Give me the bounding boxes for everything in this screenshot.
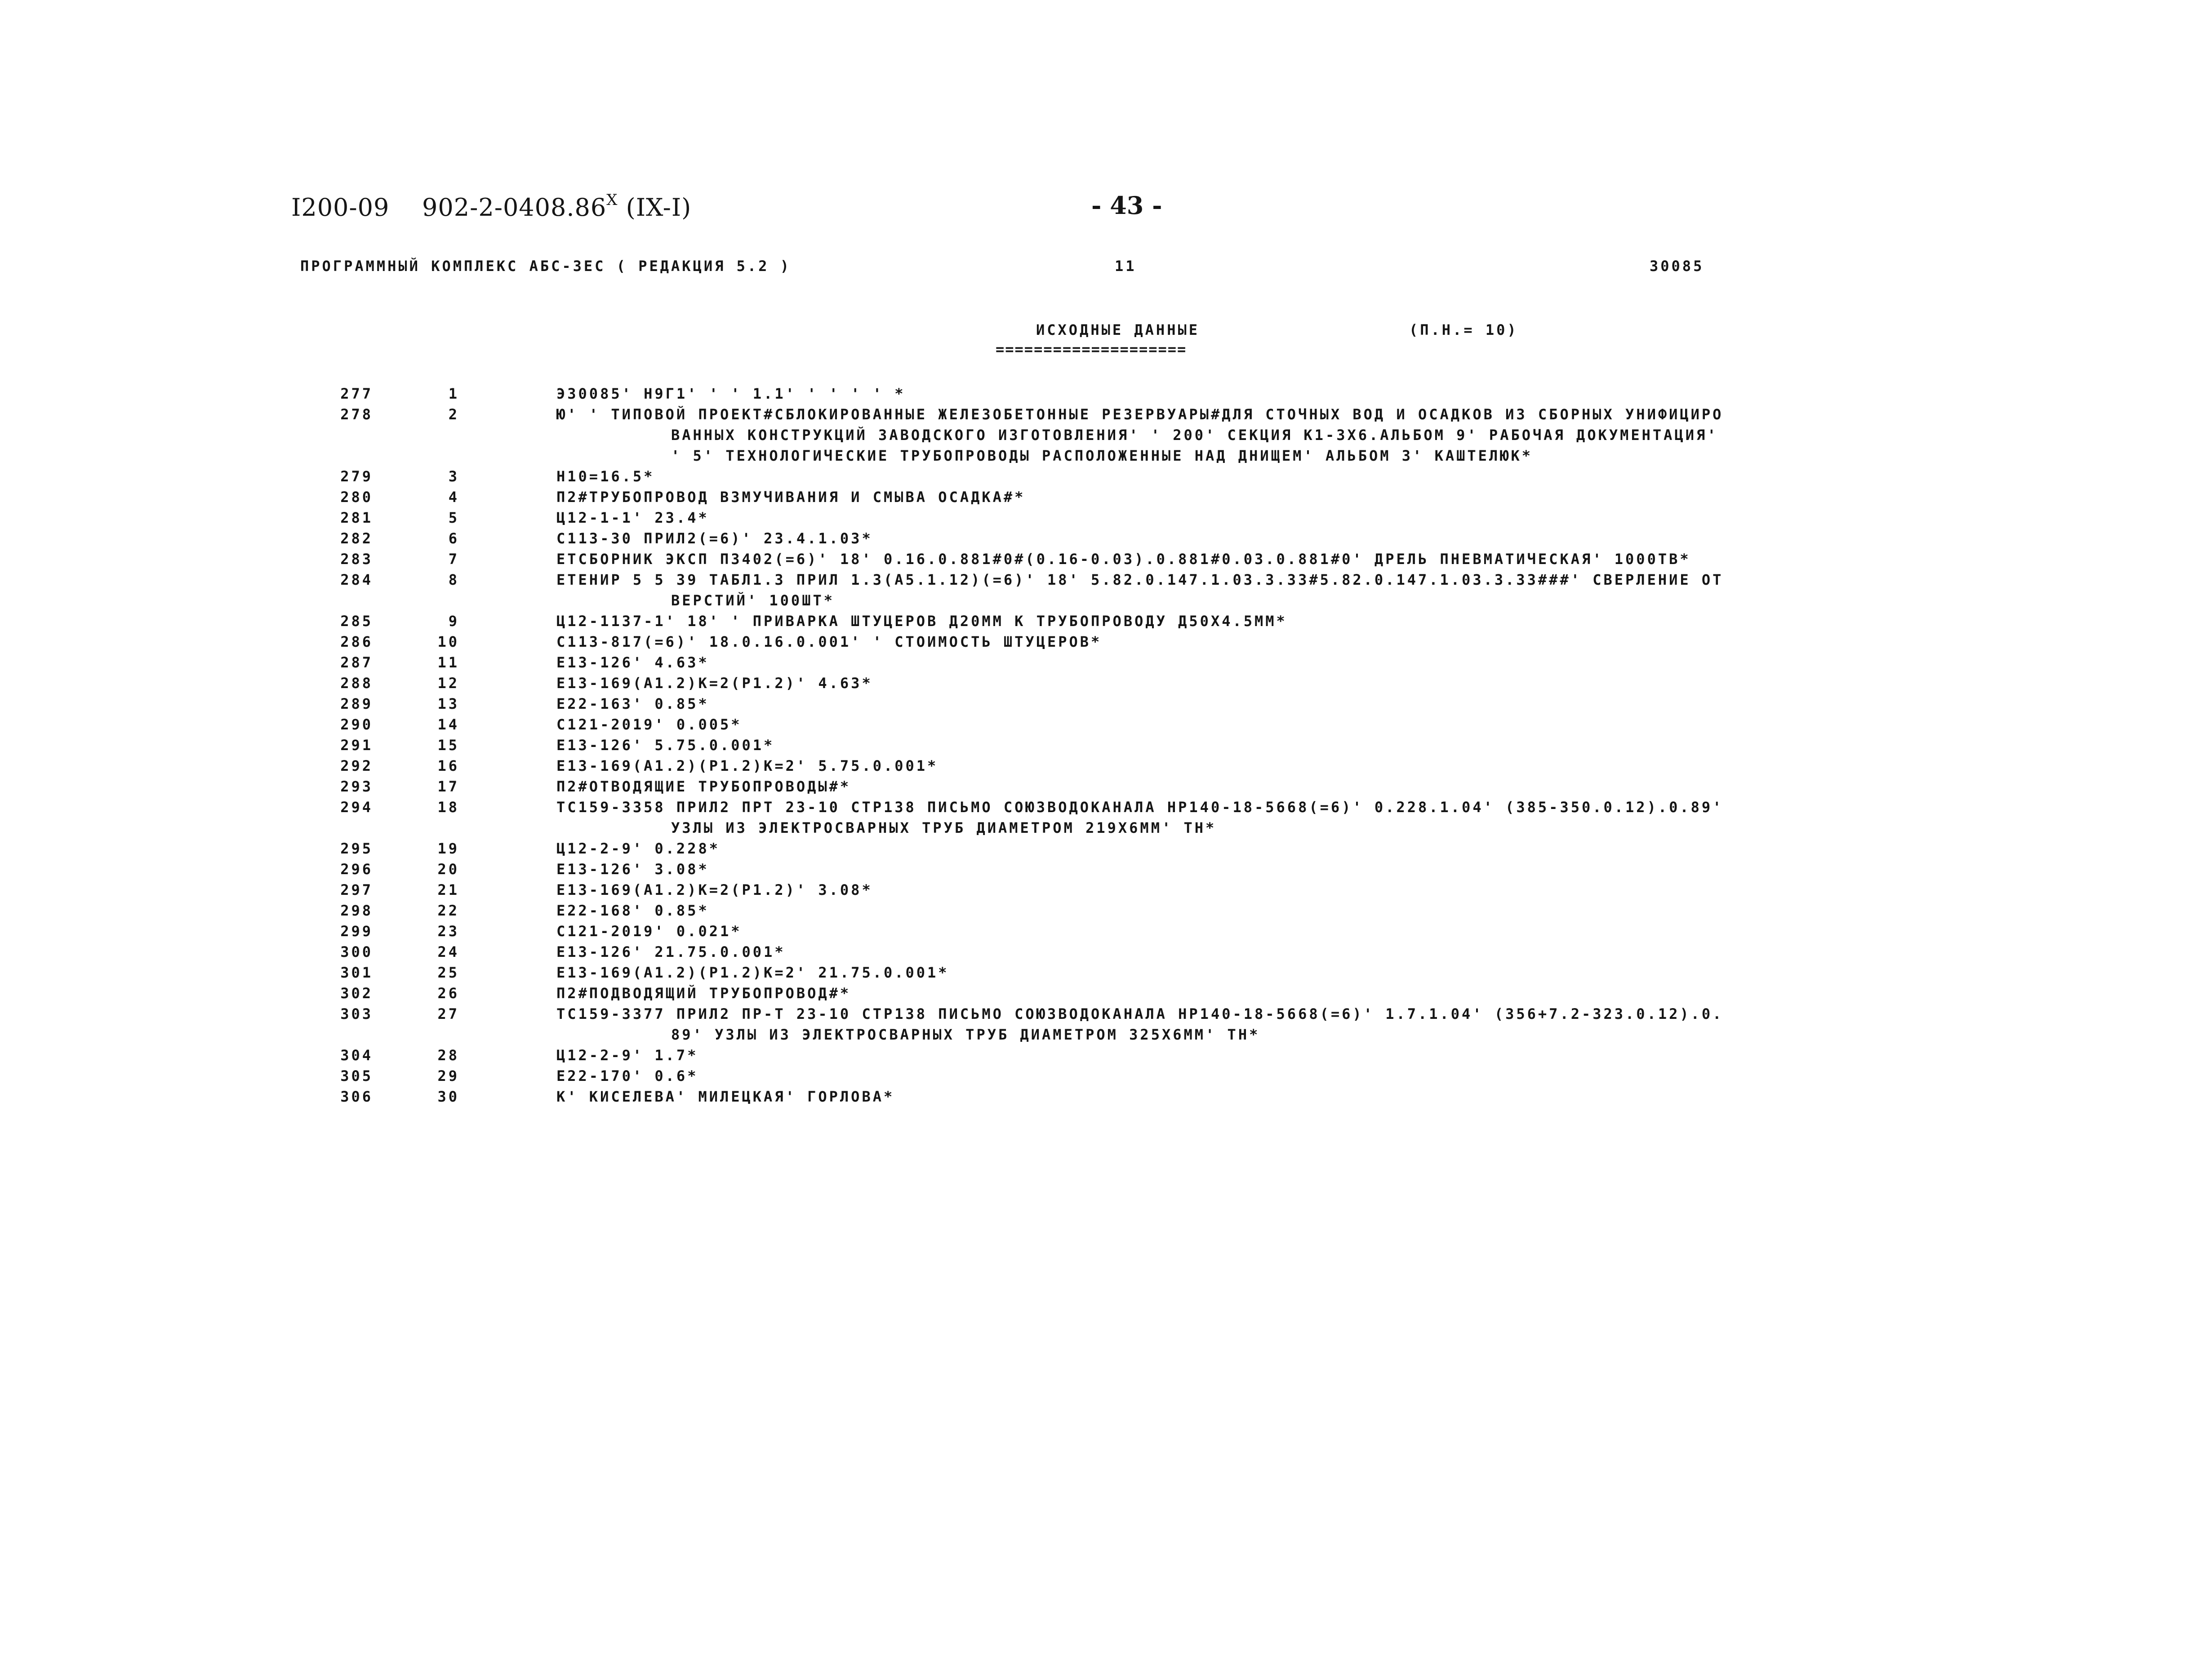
listing-row [0,714,2193,735]
row-sequence-number: 296 [340,861,373,878]
listing-row [0,404,2193,466]
row-text [556,735,774,756]
row-text [556,652,709,673]
row-sequence-number: 305 [340,1067,373,1084]
row-text-line: Н10=16.5* [556,468,655,485]
row-text [556,714,742,735]
row-text [556,880,873,900]
row-item-number: 11 [437,654,459,671]
row-item-number: 27 [437,1005,459,1022]
section-underline: ==================== [996,341,1187,358]
row-sequence-number: 285 [340,613,373,630]
row-item-number: 8 [448,571,459,588]
row-text-line: Е13-126' 5.75.0.001* [556,737,775,754]
listing-row [0,528,2193,549]
row-item-number: 16 [437,757,459,774]
listing-row [0,549,2193,569]
row-text-line: Е13-126' 4.63* [556,654,709,671]
listing-row [0,962,2193,983]
row-text-line: Ю' ' ТИПОВОЙ ПРОЕКТ#СБЛОКИРОВАННЫЕ ЖЕЛЕЗОБЕТОННЫЕ РЕЗЕРВУАРЫ#ДЛЯ СТОЧНЫХ ВОД И ОСАДКОВ ИЗ СБОРНЫХ УНИФИЦИРО [556,406,1724,423]
row-text-line: К' КИСЕЛЕВА' МИЛЕЦКАЯ' ГОРЛОВА* [556,1088,895,1105]
row-text-continuation: 89' УЗЛЫ ИЗ ЭЛЕКТРОСВАРНЫХ ТРУБ ДИАМЕТРОМ 325Х6ММ' ТН* [671,1026,1260,1043]
row-sequence-number: 283 [340,551,373,568]
row-sequence-number: 303 [340,1005,373,1022]
row-text [556,797,1723,838]
row-item-number: 19 [437,840,459,857]
row-sequence-number: 295 [340,840,373,857]
program-header: ПРОГРАММНЫЙ КОМПЛЕКС АБС-3ЕС ( РЕДАКЦИЯ 5.2 ) [300,258,791,275]
row-text-line: С113-817(=6)' 18.0.16.0.001' ' СТОИМОСТЬ ШТУЦЕРОВ* [556,633,1102,650]
row-text [556,549,1691,569]
row-text-line: Е13-169(А1.2)К=2(Р1.2)' 4.63* [556,675,873,692]
row-sequence-number: 282 [340,530,373,547]
row-text-line: Ц12-1-1' 23.4* [556,509,709,526]
listing-row [0,673,2193,693]
row-item-number: 5 [448,509,459,526]
row-text [556,1086,894,1107]
row-item-number: 22 [437,902,459,919]
row-item-number: 14 [437,716,459,733]
listing-row [0,776,2193,797]
row-sequence-number: 300 [340,943,373,960]
row-text-line: Ц12-2-9' 0.228* [556,840,720,857]
row-sequence-number: 293 [340,778,373,795]
listing-row [0,466,2193,487]
row-sequence-number: 280 [340,489,373,506]
row-item-number: 20 [437,861,459,878]
row-sequence-number: 298 [340,902,373,919]
listing-row [0,1066,2193,1086]
row-text [556,528,873,549]
row-text [556,466,654,487]
row-item-number: 3 [448,468,459,485]
row-sequence-number: 294 [340,799,373,816]
row-text [556,900,709,921]
row-item-number: 21 [437,881,459,898]
row-sequence-number: 284 [340,571,373,588]
row-text-continuation: ВЕРСТИЙ' 100ШТ* [671,592,835,609]
row-text-continuation: ' 5' ТЕХНОЛОГИЧЕСКИЕ ТРУБОПРОВОДЫ РАСПОЛОЖЕННЫЕ НАД ДНИЩЕМ' АЛЬБОМ 3' КАШТЕЛЮК* [671,447,1533,464]
row-text [556,838,720,859]
listing-row [0,921,2193,942]
row-sequence-number: 291 [340,737,373,754]
row-text [556,962,949,983]
row-text [556,611,1287,631]
listing-row [0,880,2193,900]
row-sequence-number: 304 [340,1047,373,1064]
row-item-number: 1 [448,385,459,402]
listing-row [0,942,2193,962]
row-text-line: Е13-126' 21.75.0.001* [556,943,786,960]
row-text-line: Е13-126' 3.08* [556,861,709,878]
section-page-label: (П.Н.= 10) [1409,321,1518,338]
row-text [556,404,1723,466]
row-text-continuation: ВАННЫХ КОНСТРУКЦИЙ ЗАВОДСКОГО ИЗГОТОВЛЕНИЯ' ' 200' СЕКЦИЯ К1-3Х6.АЛЬБОМ 9' РАБОЧАЯ ДОКУМЕНТАЦИЯ' [671,427,1718,444]
row-item-number: 15 [437,737,459,754]
stamp-project-mark: X [606,191,618,209]
row-sequence-number: 306 [340,1088,373,1105]
listing-row [0,859,2193,880]
listing-row [0,487,2193,507]
row-text [556,383,906,404]
row-text [556,1045,698,1066]
row-sequence-number: 281 [340,509,373,526]
row-sequence-number: 297 [340,881,373,898]
row-text [556,487,1025,507]
row-text-line: Е22-163' 0.85* [556,695,709,712]
listing-row [0,383,2193,404]
document-stamp [291,191,691,222]
row-item-number: 28 [437,1047,459,1064]
listing-row [0,900,2193,921]
row-text [556,693,709,714]
sheet-number: 11 [1115,258,1137,275]
row-text [556,776,851,797]
row-item-number: 2 [448,406,459,423]
input-data-listing [0,383,2193,1107]
listing-row [0,611,2193,631]
row-item-number: 4 [448,489,459,506]
section-title: ИСХОДНЫЕ ДАННЫЕ [1036,321,1200,338]
row-item-number: 12 [437,675,459,692]
listing-row [0,1045,2193,1066]
row-text-line: ТС159-3358 ПРИЛ2 ПРТ 23-10 СТР138 ПИСЬМО СОЮЗВОДОКАНАЛА НР140-18-5668(=6)' 0.228.1.04' (385-350.0.12).0.89' [556,799,1724,816]
row-sequence-number: 278 [340,406,373,423]
row-text-line: Е13-169(А1.2)(Р1.2)К=2' 21.75.0.001* [556,964,949,981]
listing-row [0,756,2193,776]
row-text-line: П2#ТРУБОПРОВОД ВЗМУЧИВАНИЯ И СМЫВА ОСАДКА#* [556,489,1026,506]
listing-row [0,693,2193,714]
stamp-code: I200-09 [291,193,390,222]
row-text-line: ЕТСБОРНИК ЭКСП П3402(=6)' 18' 0.16.0.881#0#(0.16-0.03).0.881#0.03.0.881#0' ДРЕЛЬ ПНЕВМАТИЧЕСКАЯ' 1000ТВ* [556,551,1691,568]
row-sequence-number: 277 [340,385,373,402]
row-text [556,569,1723,611]
row-text [556,983,851,1004]
row-text-line: С121-2019' 0.005* [556,716,742,733]
row-item-number: 13 [437,695,459,712]
listing-row [0,569,2193,611]
row-text [556,859,709,880]
row-item-number: 25 [437,964,459,981]
row-item-number: 26 [437,985,459,1002]
row-sequence-number: 292 [340,757,373,774]
page-number: - 43 - [1091,191,1162,220]
listing-row [0,983,2193,1004]
row-item-number: 23 [437,923,459,940]
row-item-number: 7 [448,551,459,568]
row-item-number: 17 [437,778,459,795]
row-text-line: П2#ОТВОДЯЩИЕ ТРУБОПРОВОДЫ#* [556,778,851,795]
row-text-line: С113-30 ПРИЛ2(=6)' 23.4.1.03* [556,530,873,547]
row-sequence-number: 302 [340,985,373,1002]
row-text-line: П2#ПОДВОДЯЩИЙ ТРУБОПРОВОД#* [556,985,851,1002]
listing-row [0,1004,2193,1045]
row-item-number: 6 [448,530,459,547]
row-text-line: Е13-169(А1.2)К=2(Р1.2)' 3.08* [556,881,873,898]
row-text [556,507,709,528]
listing-row [0,507,2193,528]
row-text [556,1004,1723,1045]
row-sequence-number: 289 [340,695,373,712]
row-text [556,756,938,776]
row-sequence-number: 290 [340,716,373,733]
row-text-line: С121-2019' 0.021* [556,923,742,940]
document-code: 30085 [1650,258,1704,275]
row-sequence-number: 301 [340,964,373,981]
row-text-line: Е22-168' 0.85* [556,902,709,919]
listing-row [0,797,2193,838]
stamp-project: 902-2-0408.86 [422,193,607,222]
row-text [556,921,742,942]
listing-row [0,631,2193,652]
row-text-line: Е22-170' 0.6* [556,1067,698,1084]
row-text-line: ТС159-3377 ПРИЛ2 ПР-Т 23-10 СТР138 ПИСЬМО СОЮЗВОДОКАНАЛА НР140-18-5668(=6)' 1.7.1.04' (356+7.2-323.0.12).0. [556,1005,1724,1022]
row-sequence-number: 288 [340,675,373,692]
listing-row [0,735,2193,756]
row-item-number: 24 [437,943,459,960]
row-text-line: ЕТЕНИР 5 5 39 ТАБЛ1.3 ПРИЛ 1.3(А5.1.12)(=6)' 18' 5.82.0.147.1.03.3.33#5.82.0.147.1.03.3.33###' СВЕРЛЕНИЕ ОТ [556,571,1724,588]
row-item-number: 18 [437,799,459,816]
row-text [556,942,786,962]
row-sequence-number: 279 [340,468,373,485]
row-sequence-number: 287 [340,654,373,671]
row-text [556,1066,698,1086]
row-text-continuation: УЗЛЫ ИЗ ЭЛЕКТРОСВАРНЫХ ТРУБ ДИАМЕТРОМ 219Х6ММ' ТН* [671,819,1217,836]
row-text-line: Е13-169(А1.2)(Р1.2)К=2' 5.75.0.001* [556,757,939,774]
row-sequence-number: 299 [340,923,373,940]
listing-row [0,838,2193,859]
row-item-number: 30 [437,1088,459,1105]
listing-row [0,1086,2193,1107]
row-item-number: 29 [437,1067,459,1084]
row-text-line: Э30085' Н9Г1' ' ' 1.1' ' ' ' ' * [556,385,906,402]
row-sequence-number: 286 [340,633,373,650]
row-text-line: Ц12-2-9' 1.7* [556,1047,698,1064]
row-text [556,673,873,693]
row-text-line: Ц12-1137-1' 18' ' ПРИВАРКА ШТУЦЕРОВ Д20ММ К ТРУБОПРОВОДУ Д50Х4.5ММ* [556,613,1287,630]
row-item-number: 9 [448,613,459,630]
listing-row [0,652,2193,673]
row-text [556,631,1102,652]
stamp-part: (IX-I) [626,193,692,222]
row-item-number: 10 [437,633,459,650]
